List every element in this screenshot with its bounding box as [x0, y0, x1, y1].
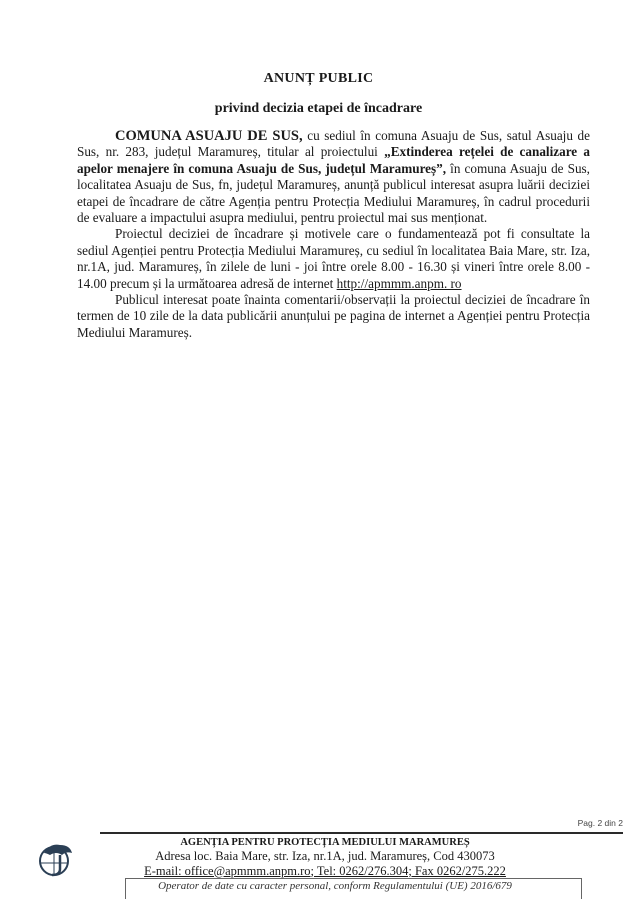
document-body — [77, 128, 590, 341]
paragraph-comments — [77, 292, 590, 341]
paragraph-text: Proiectul deciziei de încadrare și motivele care o fundamentează pot fi consultate la sediul Agenției pentru Protecția Mediului Maramureș, cu sediul în localitatea Baia Mare, str. Iza, nr.1A, jud. Maramureș, în zilele de luni - joi între orele 8.00 - 16.30 și vineri între orele 8.00 - 14.00 precum și la următoarea adresă de internet — [77, 226, 590, 291]
paragraph-consultation — [77, 226, 590, 292]
paragraph-text: în comuna Asuaju de Sus, localitatea Asuaju de Sus, fn, județul Maramureș, anunță publicul interesat asupra luării deciziei etapei de încadrare de către Agenția pentru Protecția Mediului Maramureș, în cadrul procedurii de evaluare a impactului asupra mediului, pentru proiectul mai sus menționat. — [77, 160, 590, 226]
paragraph-text: Publicul interesat poate înainta comentarii/observații la proiectul deciziei de încadrare în termen de 10 zile de la data publicării anunțului pe pagina de internet a Agenției pentru Protecția Mediului Maramureș. — [77, 292, 590, 340]
project-name: „Extinderea rețelei de canalizare a apelor menajere în comuna Asuaju de Sus, județul Maramureș”, — [77, 144, 590, 176]
footer-divider — [100, 832, 623, 834]
footer-operator-note: Operator de date cu caracter personal, conform Regulamentului (UE) 2016/679 — [158, 880, 512, 892]
paragraph-announcement — [77, 128, 590, 226]
document-subtitle: privind decizia etapei de încadrare — [214, 101, 423, 116]
page-number: Pag. 2 din 2 — [577, 818, 623, 828]
footer-agency-name: AGENȚIA PENTRU PROTECȚIA MEDIULUI MARAMUREȘ — [180, 837, 470, 848]
footer — [100, 836, 550, 878]
paragraph-text: cu sediul în comuna Asuaju de Sus, satul Asuaju de Sus, nr. 283, județul Maramureș, titular al proiectului — [77, 128, 590, 160]
website-link[interactable]: http://apmmm.anpm. ro — [336, 275, 462, 291]
globe-tree-logo-icon — [36, 839, 76, 879]
footer-address: Adresa loc. Baia Mare, str. Iza, nr.1A, jud. Maramureș, Cod 430073 — [155, 849, 495, 863]
document-title: ANUNȚ PUBLIC — [263, 71, 374, 86]
footer-contact[interactable]: E-mail: office@apmmm.anpm.ro; Tel: 0262/276.304; Fax 0262/275.222 — [144, 863, 506, 878]
applicant-name: COMUNA ASUAJU DE SUS, — [115, 128, 303, 144]
